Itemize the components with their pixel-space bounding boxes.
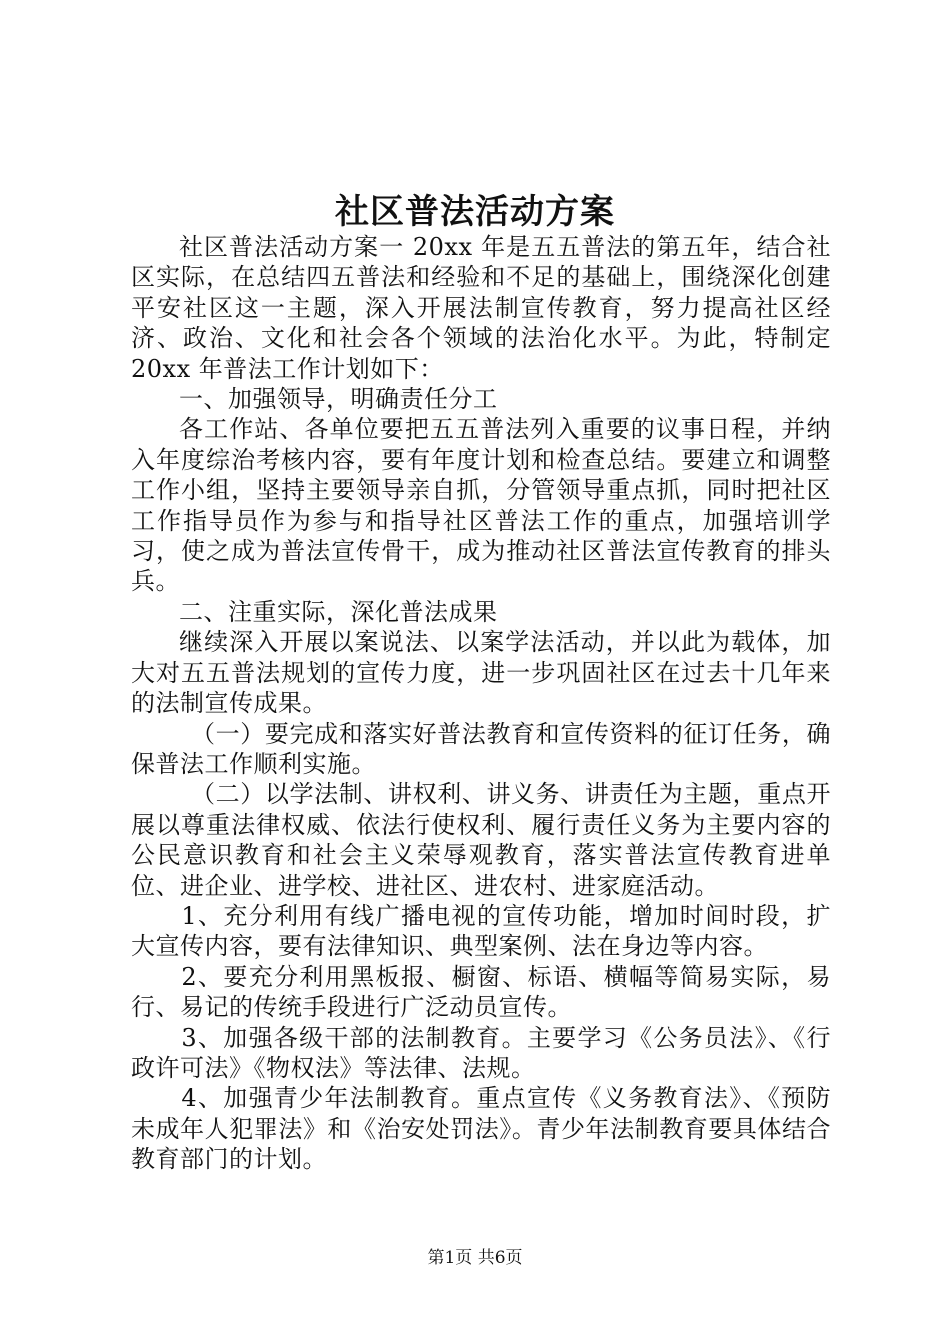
- paragraph-intro: 社区普法活动方案一 20xx 年是五五普法的第五年，结合社区实际，在总结四五普法和经验和不足的基础上，围绕深化创建平安社区这一主题，深入开展法制宣传教育，努力提高社区经济、政治、文化和社会各个领域的法治化水平。为此，特制定 20xx 年普法工作计划如下：: [131, 233, 831, 383]
- subsection-1: （一）要完成和落实好普法教育和宣传资料的征订任务，确保普法工作顺利实施。: [131, 719, 831, 778]
- list-item-1: 1、充分利用有线广播电视的宣传功能，增加时间时段，扩大宣传内容，要有法律知识、典型案例、法在身边等内容。: [131, 901, 831, 961]
- document-body: [131, 232, 831, 1175]
- list-item-2: 2、要充分利用黑板报、橱窗、标语、横幅等简易实际，易行、易记的传统手段进行广泛动员宣传。: [131, 962, 831, 1022]
- subsection-2: （二）以学法制、讲权利、讲义务、讲责任为主题，重点开展以尊重法律权威、依法行使权利、履行责任义务为主要内容的公民意识教育和社会主义荣辱观教育，落实普法宣传教育进单位、进企业、进学校、进社区、进农村、进家庭活动。: [131, 780, 831, 900]
- list-item-4: 4、加强青少年法制教育。重点宣传《义务教育法》、《预防未成年人犯罪法》和《治安处罚法》。青少年法制教育要具体结合教育部门的计划。: [131, 1084, 831, 1174]
- document-title: 社区普法活动方案: [335, 192, 615, 232]
- section-heading-1: 一、加强领导，明确责任分工: [179, 385, 498, 414]
- paragraph-section-2: 继续深入开展以案说法、以案学法活动，并以此为载体，加大对五五普法规划的宣传力度，进一步巩固社区在过去十几年来的法制宣传成果。: [131, 628, 831, 718]
- paragraph-section-1: 各工作站、各单位要把五五普法列入重要的议事日程，并纳入年度综治考核内容，要有年度计划和检查总结。要建立和调整工作小组，坚持主要领导亲自抓，分管领导重点抓，同时把社区工作指导员作为参与和指导社区普法工作的重点，加强培训学习，使之成为普法宣传骨干，成为推动社区普法宣传教育的排头兵。: [131, 415, 831, 596]
- list-item-3: 3、加强各级干部的法制教育。主要学习《公务员法》、《行政许可法》《物权法》等法律、法规。: [131, 1023, 831, 1082]
- page-footer: 第1页 共6页: [427, 1248, 523, 1268]
- section-heading-2: 二、注重实际，深化普法成果: [179, 597, 498, 626]
